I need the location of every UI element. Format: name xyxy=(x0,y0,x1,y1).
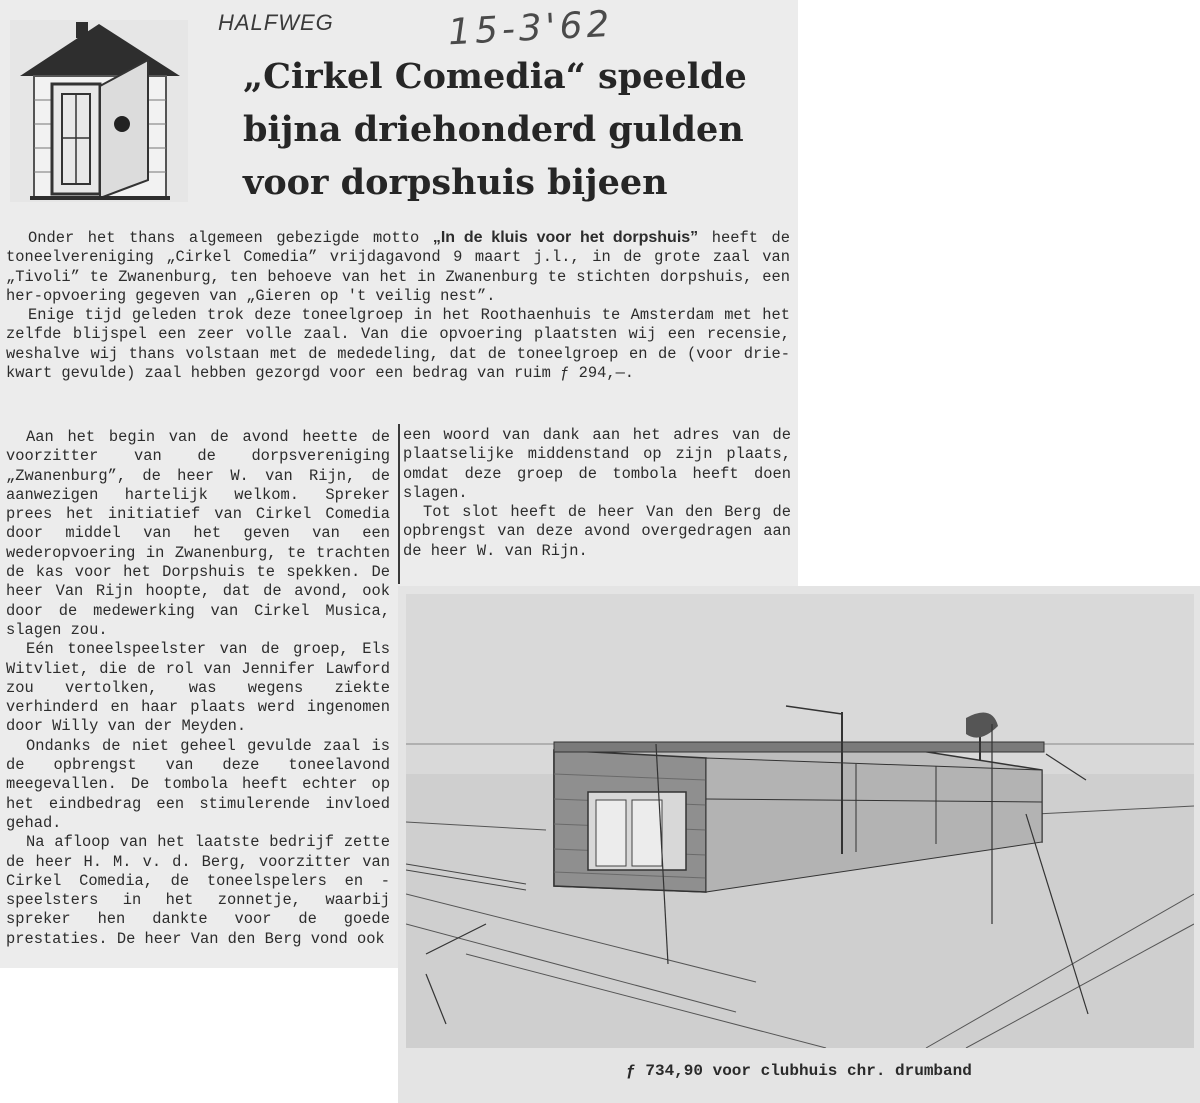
body-paragraph: een woord van dank aan het adres van de plaatselijke middenstand op zijn plaats, omdat deze groep de tombola heeft doen slagen. xyxy=(403,426,791,502)
right-column xyxy=(403,426,791,561)
house-safe-logo xyxy=(10,20,188,202)
intro-paragraph: Enige tijd geleden trok deze toneelgroep in het Roothaenhuis te Amsterdam met het zelfde blijspel een zeer volle zaal. Van die opvoering plaatsten wij een recensie, weshalve wij thans volstaan met de mededeling, dat de toneelgroep en de (voor drie-kwart gevulde) zaal hebben gezorgd voor een bedrag van ruim ƒ 294,—. xyxy=(6,306,790,383)
clubhouse-sketch-photo xyxy=(406,594,1194,1048)
body-paragraph: Eén toneelspeelster van de groep, Els Witvliet, die de rol van Jennifer Lawford zou vertolken, was wegens ziekte verhinderd en haar plaats werd ingenomen door Willy van der Meyden. xyxy=(6,640,390,736)
headline-line: bijna driehonderd gulden xyxy=(243,109,744,150)
headline xyxy=(243,50,788,209)
left-column xyxy=(6,428,390,949)
location-kicker: HALFWEG xyxy=(218,10,334,35)
body-paragraph: Aan het begin van de avond heette de voorzitter van de dorpsvereniging „Zwanenburg”, de heer W. van Rijn, de aanwezigen hartelijk welkom. Spreker prees het initiatief van Cirkel Comedia door middel van het geven van een wederopvoering in Zwanenburg, te trachten de kas voor het Dorpshuis te spekken. De heer Van Rijn hoopte, dat de avond, ook door de medewerking van Cirkel Musica, slagen zou. xyxy=(6,428,390,639)
intro-text-span: Onder het thans algemeen gebezigde motto xyxy=(28,229,433,247)
body-paragraph: Ondanks de niet geheel gevulde zaal is de opbrengst van deze toneelavond meegevallen. De tombola heeft echter op het eindbedrag een stimulerende invloed gehad. xyxy=(6,736,390,832)
clubhouse-sketch-illustration xyxy=(406,594,1194,1048)
intro-text-span: heeft de toneelvereniging „Cirkel Comedia” vrijdagavond 9 maart j.l., in de grote zaal van „Tivoli” te Zwanenburg, ten behoeve van het in Zwanenburg te stichten dorpshuis, een her-opvoering gegeven van „Gieren op 't veilig nest”. xyxy=(6,229,791,305)
headline-line: „Cirkel Comedia“ speelde xyxy=(243,56,747,97)
headline-line: voor dorpshuis bijeen xyxy=(243,162,668,203)
intro-text xyxy=(6,228,790,383)
photo-caption: ƒ 734,90 voor clubhuis chr. drumband xyxy=(626,1062,972,1080)
body-paragraph: Na afloop van het laatste bedrijf zette de heer H. M. v. d. Berg, voorzitter van Cirkel Comedia, de toneelspelers en -speelsters in het zonnetje, waarbij spreker hen dankte voor de goede prestaties. De heer Van den Berg vond ook xyxy=(6,833,390,948)
column-divider xyxy=(398,424,400,584)
house-safe-icon xyxy=(10,20,188,202)
handwritten-date: 15-3'62 xyxy=(447,3,615,54)
motto-text: „In de kluis voor het dorpshuis” xyxy=(432,229,699,246)
body-paragraph: Tot slot heeft de heer Van den Berg de opbrengst van deze avond overgedragen aan de heer W. van Rijn. xyxy=(403,503,791,560)
intro-paragraph xyxy=(6,228,790,306)
